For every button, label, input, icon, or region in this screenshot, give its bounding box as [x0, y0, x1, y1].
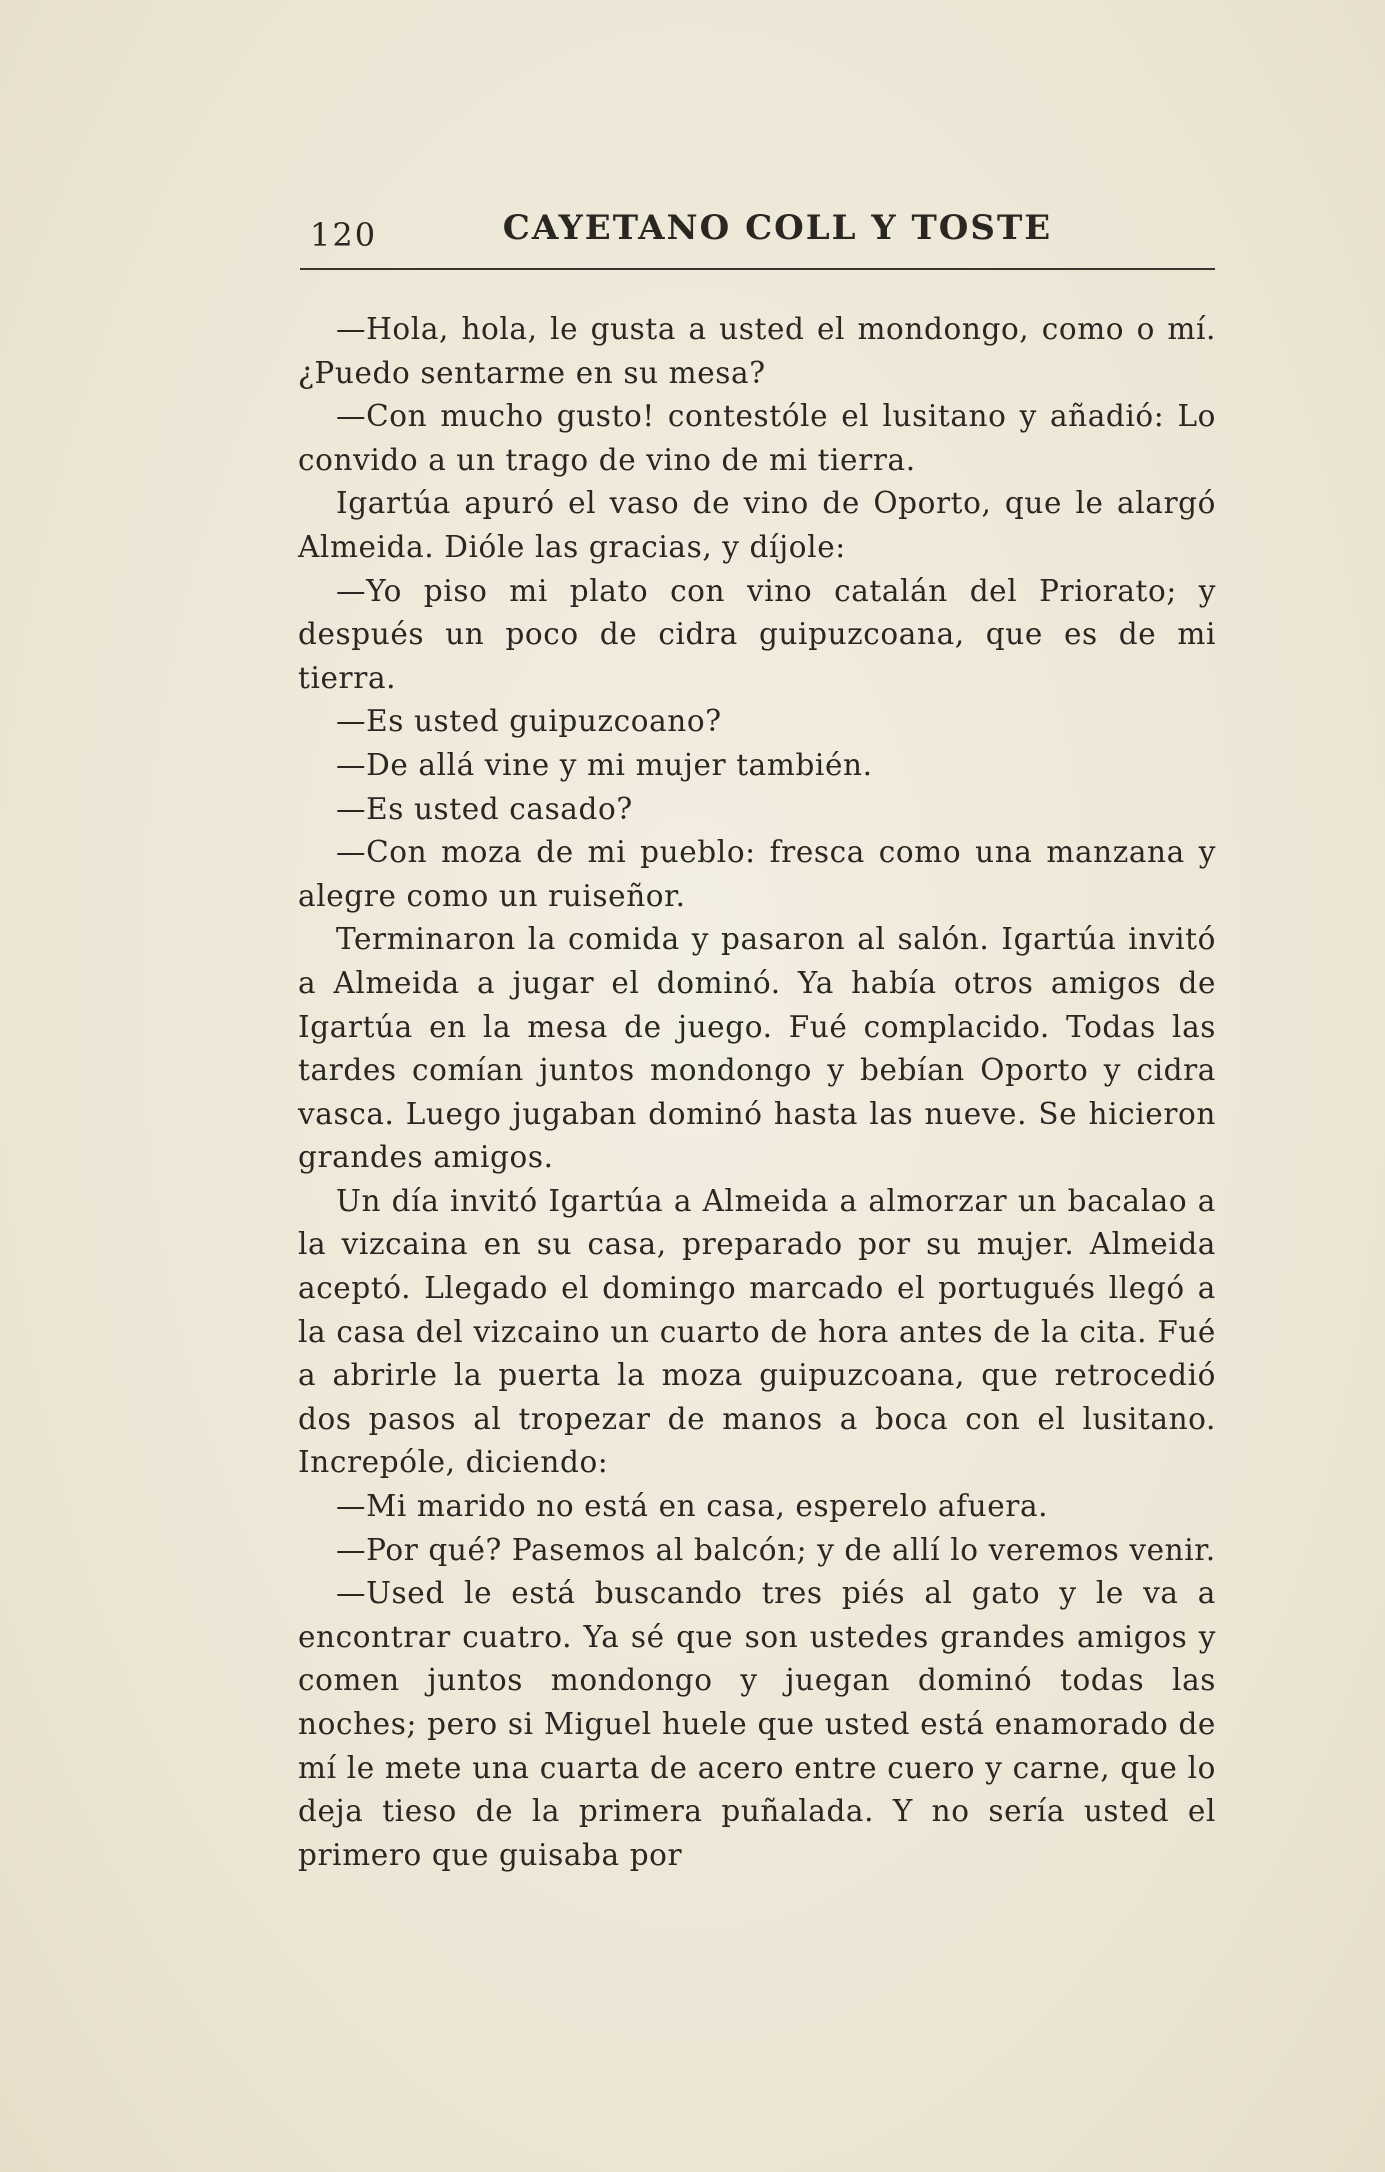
paragraph: —Used le está buscando tres piés al gato y le va a encontrar cuatro. Ya sé que son ustedes grandes amigos y comen juntos mondongo y juegan dominó todas las noches; pero si Miguel huele que usted está enamorado de mí le mete una cuarta de acero entre cuero y carne, que lo deja tieso de la primera puñalada. Y no sería usted el primero que guisaba por	[298, 1576, 1216, 1872]
page-header	[300, 198, 1215, 258]
paragraph: —Yo piso mi plato con vino catalán del Priorato; y después un poco de cidra guipuzcoana, que es de mi tierra.	[298, 573, 1216, 695]
paragraph: —Con mucho gusto! contestóle el lusitano y añadió: Lo convido a un trago de vino de mi tierra.	[298, 399, 1216, 477]
paragraph: —Por qué? Pasemos al balcón; y de allí lo veremos venir.	[336, 1532, 1216, 1567]
page-number: 120	[310, 216, 378, 254]
paragraph: Terminaron la comida y pasaron al salón. Igartúa invitó a Almeida a jugar el dominó. Ya había otros amigos de Igartúa en la mesa de juego. Fué complacido. Todas las tardes comían juntos mondongo y bebían Oporto y cidra vasca. Luego jugaban dominó hasta las nueve. Se hicieron grandes amigos.	[298, 922, 1216, 1175]
paragraph: —Mi marido no está en casa, esperelo afuera.	[336, 1489, 1049, 1524]
paragraph: —De allá vine y mi mujer también.	[336, 747, 873, 782]
paragraph: —Hola, hola, le gusta a usted el mondongo, como o mí. ¿Puedo sentarme en su mesa?	[298, 312, 1216, 390]
paragraph: —Es usted casado?	[336, 791, 633, 826]
header-rule	[300, 268, 1215, 270]
body-text	[298, 308, 1216, 1877]
running-title: CAYETANO COLL Y TOSTE	[502, 208, 1053, 248]
paragraph: —Con moza de mi pueblo: fresca como una manzana y alegre como un ruiseñor.	[298, 835, 1216, 913]
paragraph: Igartúa apuró el vaso de vino de Oporto, que le alargó Almeida. Dióle las gracias, y díjole:	[298, 486, 1216, 564]
paragraph: —Es usted guipuzcoano?	[336, 704, 722, 739]
paragraph: Un día invitó Igartúa a Almeida a almorzar un bacalao a la vizcaina en su casa, preparado por su mujer. Almeida aceptó. Llegado el domingo marcado el portugués llegó a la casa del vizcaino un cuarto de hora antes de la cita. Fué a abrirle la puerta la moza guipuzcoana, que retrocedió dos pasos al tropezar de manos a boca con el lusitano. Increpóle, diciendo:	[298, 1183, 1216, 1480]
